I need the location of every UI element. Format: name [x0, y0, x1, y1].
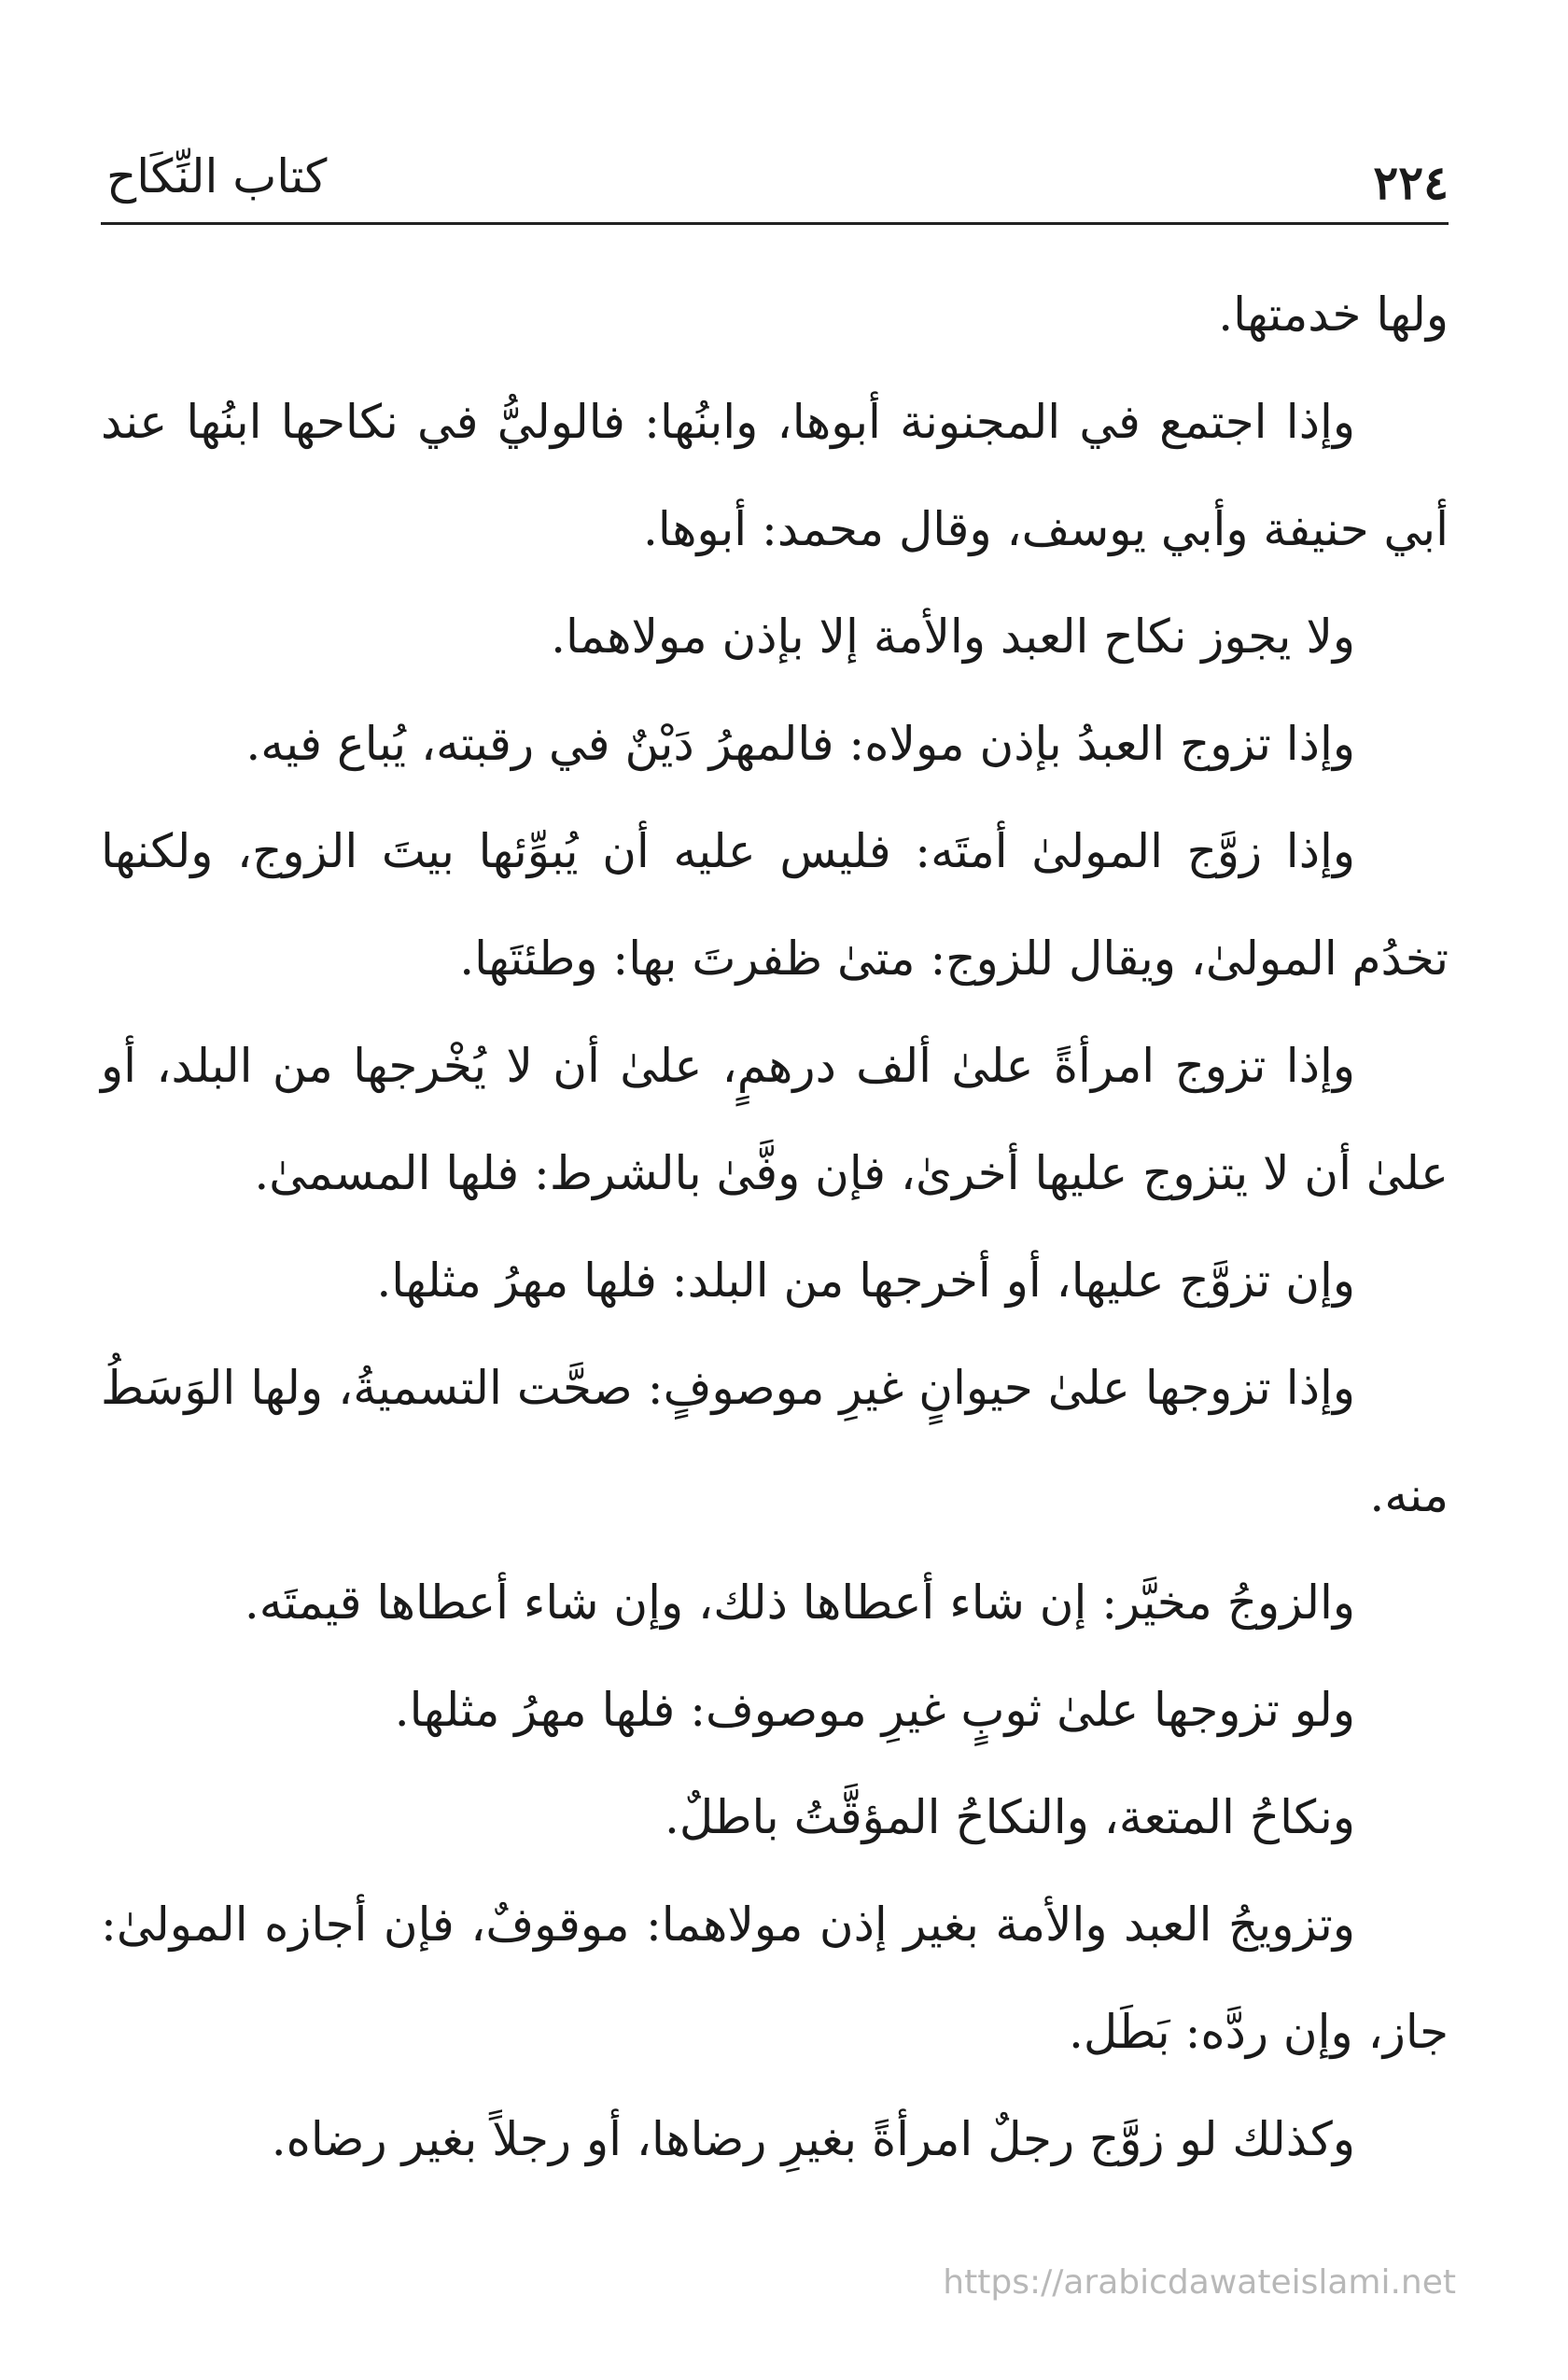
page-header	[101, 140, 1449, 224]
paragraph: وإذا تزوجها علىٰ حيوانٍ غيرِ موصوفٍ: صحَّت التسميةُ، ولها الوَسَطُ منه.	[101, 1361, 1449, 1522]
main-text	[101, 261, 1449, 2193]
paragraph: وإذا تزوج امرأةً علىٰ ألف درهمٍ، علىٰ أن لا يُخْرجها من البلد، أو علىٰ أن لا يتزوج عليها أخرىٰ، فإن وفَّىٰ بالشرط: فلها المسمىٰ.	[101, 1039, 1449, 1200]
paragraph: ونكاحُ المتعة، والنكاحُ المؤقَّتُ باطلٌ.	[665, 1790, 1355, 1844]
paragraph: ولا يجوز نكاح العبد والأمة إلا بإذن مولاهما.	[551, 609, 1355, 664]
paragraph: وإن تزوَّج عليها، أو أخرجها من البلد: فلها مهرُ مثلها.	[376, 1253, 1355, 1308]
paragraph: وإذا تزوج العبدُ بإذن مولاه: فالمهرُ دَيْنٌ في رقبته، يُباع فيه.	[245, 717, 1355, 771]
paragraph: والزوجُ مخيَّر: إن شاء أعطاها ذلك، وإن شاء أعطاها قيمتَه.	[244, 1575, 1355, 1630]
paragraph: وإذا اجتمع في المجنونة أبوها، وابنُها: فالوليُّ في نكاحها ابنُها عند أبي حنيفة وأبي يوسف، وقال محمد: أبوها.	[101, 395, 1449, 556]
running-title: كتاب النِّكَاح	[106, 149, 328, 203]
paragraph: ولو تزوجها علىٰ ثوبٍ غيرِ موصوف: فلها مهرُ مثلها.	[394, 1683, 1355, 1737]
paragraph: ولها خدمتها.	[1218, 287, 1449, 342]
source-watermark: https://arabicdawateislami.net	[943, 2263, 1456, 2302]
paragraph: وكذلك لو زوَّج رجلٌ امرأةً بغيرِ رضاها، أو رجلاً بغير رضاه.	[271, 2112, 1355, 2166]
paragraph: وإذا زوَّج المولىٰ أمتَه: فليس عليه أن يُبوِّئها بيتَ الزوج، ولكنها تخدُم المولىٰ، ويقال للزوج: متىٰ ظفرتَ بها: وطئتَها.	[101, 824, 1449, 986]
paragraph: وتزويجُ العبد والأمة بغير إذن مولاهما: موقوفٌ، فإن أجازه المولىٰ: جاز، وإن ردَّه: بَطَل.	[101, 1897, 1449, 2059]
page-number: ٢٢٤	[1373, 155, 1449, 210]
header-divider	[101, 222, 1449, 225]
